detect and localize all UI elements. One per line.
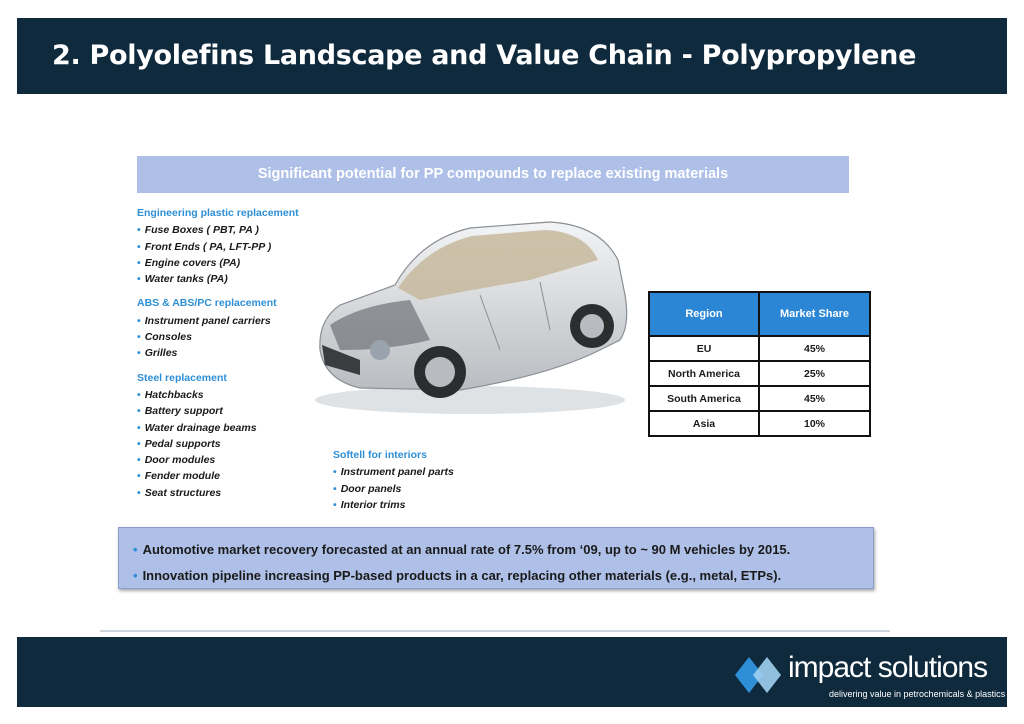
page-title: 2. Polyolefins Landscape and Value Chain - Polypropylene (52, 40, 917, 71)
list-item: • Fender module (137, 470, 220, 483)
section-banner: Significant potential for PP compounds to replace existing materials (137, 156, 849, 193)
list-item: • Consoles (137, 331, 192, 344)
group-abs-replacement (137, 295, 299, 361)
divider (100, 630, 890, 632)
region-cell: EU (649, 336, 759, 361)
share-cell: 45% (759, 336, 870, 361)
replacement-lists (137, 205, 299, 509)
share-cell: 10% (759, 411, 870, 436)
list-item: • Instrument panel parts (333, 466, 454, 479)
group-heading: Engineering plastic replacement (137, 207, 299, 219)
table-header-row (649, 292, 870, 336)
group-heading: Softell for interiors (333, 449, 427, 461)
list-item: • Door panels (333, 482, 402, 495)
key-point: • Automotive market recovery forecasted at an annual rate of 7.5% from ‘09, up to ~ 90 M vehicles by 2015. (133, 542, 791, 557)
region-cell: Asia (649, 411, 759, 436)
list-item: • Grilles (137, 347, 178, 360)
group-softell-interiors (333, 447, 454, 513)
market-share-table (648, 291, 871, 437)
group-heading: ABS & ABS/PC replacement (137, 297, 277, 310)
front-rim (425, 357, 455, 387)
header-bar (17, 18, 1007, 94)
group-steel-replacement (137, 370, 299, 501)
list-item: • Engine covers (PA) (137, 256, 241, 269)
key-point: • Innovation pipeline increasing PP-based products in a car, replacing other materials (e.g., metal, ETPs). (133, 568, 782, 583)
list-item: • Water drainage beams (137, 421, 257, 434)
car-cutaway-image (300, 200, 635, 420)
list-item: • Interior trims (333, 498, 406, 511)
region-cell: North America (649, 361, 759, 386)
list-item: • Water tanks (PA) (137, 273, 228, 286)
logo-diamond-icon (733, 655, 785, 695)
column-header-region: Region (649, 292, 759, 336)
brand-name: impact solutions (788, 651, 988, 684)
table-row (649, 411, 870, 436)
table-row (649, 361, 870, 386)
column-header-market-share: Market Share (759, 292, 870, 336)
list-item: • Door modules (137, 454, 216, 467)
list-item: • Battery support (137, 405, 223, 418)
list-item: • Seat structures (137, 486, 222, 499)
car-shadow (315, 386, 625, 414)
share-cell: 45% (759, 386, 870, 411)
group-heading: Steel replacement (137, 371, 227, 384)
region-cell: South America (649, 386, 759, 411)
list-item: • Fuse Boxes ( PBT, PA ) (137, 224, 259, 237)
list-item: • Instrument panel carriers (137, 314, 271, 327)
footer-bar (17, 637, 1007, 707)
brand-tagline: delivering value in petrochemicals & plastics (829, 689, 1006, 699)
rear-rim (580, 314, 604, 338)
key-points-box (118, 527, 874, 589)
table-row (649, 386, 870, 411)
list-item: • Hatchbacks (137, 388, 204, 401)
share-cell: 25% (759, 361, 870, 386)
engine-part (370, 340, 390, 360)
table-row (649, 336, 870, 361)
brand-logo (733, 649, 1008, 699)
group-engineering-plastic (137, 205, 299, 287)
list-item: • Pedal supports (137, 437, 221, 450)
list-item: • Front Ends ( PA, LFT-PP ) (137, 240, 272, 253)
